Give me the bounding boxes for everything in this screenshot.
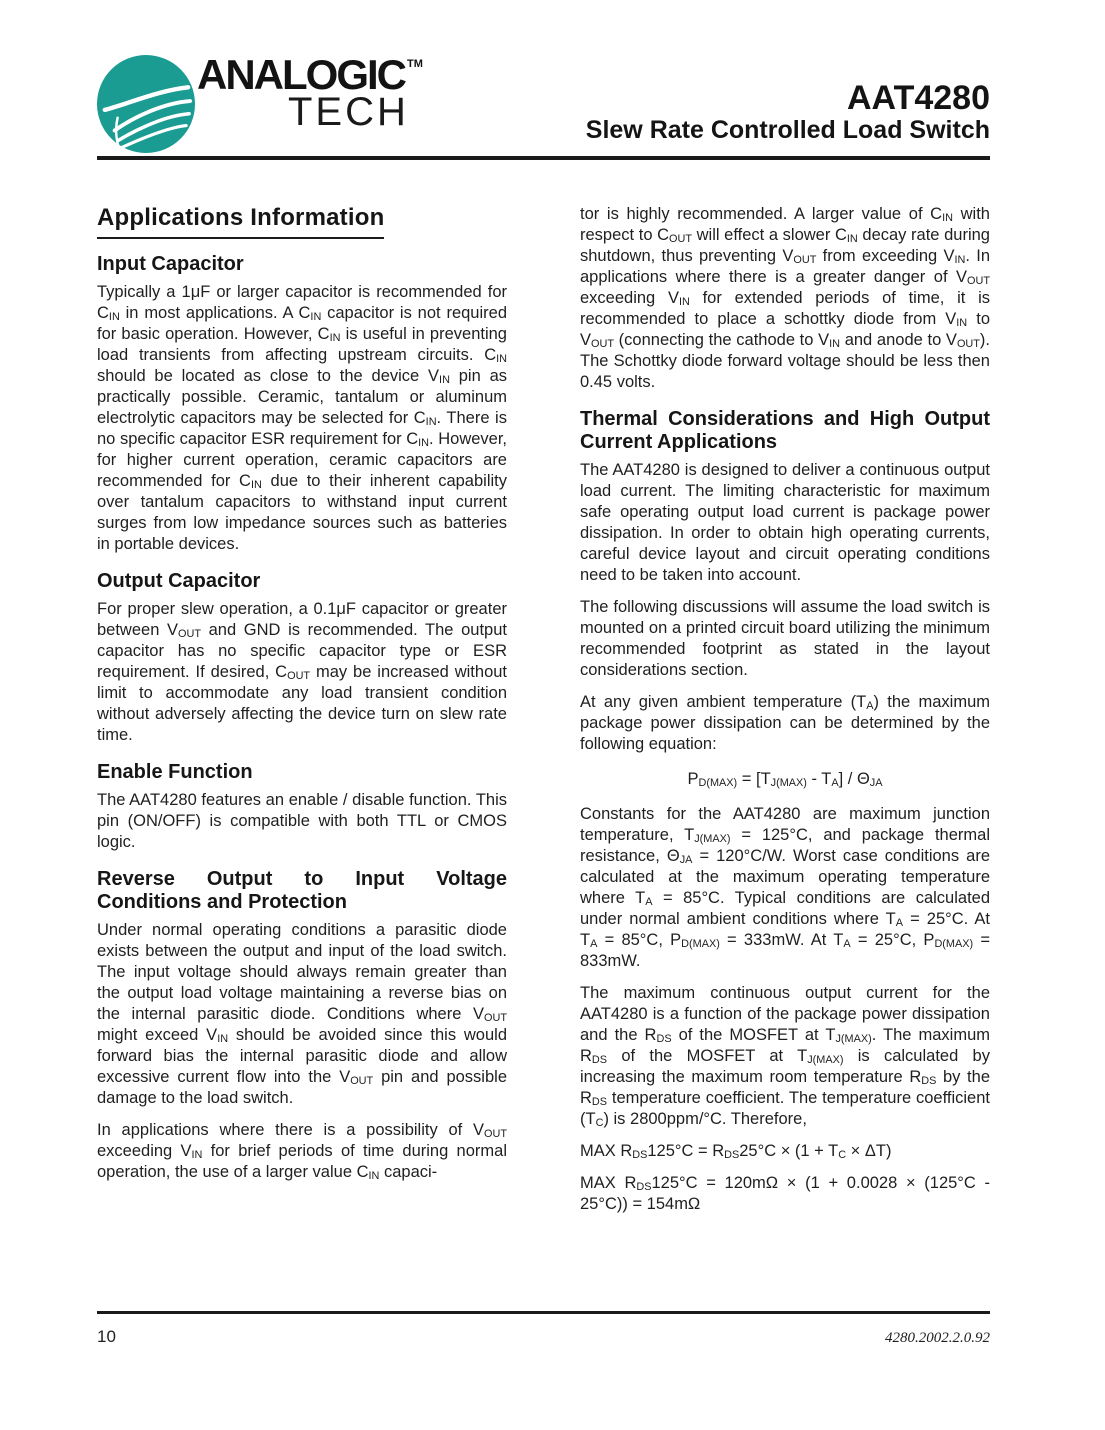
- paragraph: Constants for the AAT4280 are maximum junction temperature, $T_{J(MAX)} = 125^\circ C$, and package thermal resistance, $\Theta_{JA} = 120^\circ C/W$. Worst case conditions are calculated at the maximum operating temperature where $T_A = 85^\circ C$. Typical conditions are calculated under normal ambient conditions where $T_A = 25^\circ C$. At $T_A = 85^\circ C$, $P_{D(MAX)} = 333mW$. At $T_A = 25^\circ C$, $P_{D(MAX)} = 833mW$.: [580, 805, 991, 970]
- brand-logo: [97, 51, 423, 153]
- paragraph: Typically a 1μF or larger capacitor is recommended for $C_{IN}$ in most applications. A $C_{IN}$ capacitor is not required for basic operation. However, $C_{IN}$ is useful in preventing load transients from affecting upstream circuits. $C_{IN}$ should be located as close to the device $V_{IN}$ pin as practically possible. Ceramic, tantalum or aluminum electrolytic capacitors may be selected for $C_{IN}$. There is no specific capacitor ESR requirement for $C_{IN}$. However, for higher current operation, ceramic capacitors are recommended for $C_{IN}$ due to their inherent capability over tantalum capacitors to withstand input current surges from low impedance sources such as batteries in portable devices.: [97, 283, 508, 553]
- document-code: 4280.2002.2.0.92: [885, 1330, 990, 1346]
- paragraph: The AAT4280 is designed to deliver a continuous output load current. The limiting characteristic for maximum safe operating output load current is package power dissipation. In order to obtain high operating currents, careful device layout and circuit operating conditions need to be taken into account.: [580, 461, 990, 584]
- brand-name-line2: TECH: [288, 89, 409, 134]
- section-heading: Reverse Output to Input Voltage Conditions and Protection: [97, 868, 507, 913]
- brand-name-line1: [197, 51, 423, 98]
- page-header: [97, 0, 990, 153]
- paragraph: In applications where there is a possibility of $V_{OUT}$ exceeding $V_{IN}$ for brief periods of time during normal operation, the use of a larger value $C_{IN}$ capaci-: [97, 1121, 507, 1182]
- page-footer: [97, 1311, 990, 1347]
- brand-wordmark: [197, 51, 423, 134]
- paragraph: tor is highly recommended. A larger value of $C_{IN}$ with respect to $C_{OUT}$ will effect a slower $C_{IN}$ decay rate during shutdown, thus preventing $V_{OUT}$ from exceeding $V_{IN}$. In applications where there is a greater danger of $V_{OUT}$ exceeding $V_{IN}$ for extended periods of time, it is recommended to place a schottky diode from $V_{IN}$ to $V_{OUT}$ (connecting the cathode to $V_{IN}$ and anode to $V_{OUT}$). The Schottky diode forward voltage should be less then 0.45 volts.: [580, 205, 991, 391]
- footer-row: [97, 1327, 990, 1347]
- paragraph: MAX $R_{DS}125^\circ C = R_{DS}25^\circ C \times (1 + T_C \times \Delta T)$: [580, 1142, 892, 1161]
- content-area: [97, 204, 990, 1226]
- paragraph: The maximum continuous output current for the AAT4280 is a function of the package power dissipation and the $R_{DS}$ of the MOSFET at $T_{J(MAX)}$. The maximum $R_{DS}$ of the MOSFET at $T_{J(MAX)}$ is calculated by increasing the maximum room temperature $R_{DS}$ by the $R_{DS}$ temperature coefficient. The temperature coefficient $(T_C)$ is 2800ppm/°C. Therefore,: [580, 984, 990, 1129]
- paragraph: At any given ambient temperature $(T_A)$ the maximum package power dissipation can be determined by the following equation:: [580, 693, 990, 753]
- section-title: Applications Information: [97, 204, 384, 239]
- trademark-symbol: TM: [407, 58, 423, 70]
- paragraph: The following discussions will assume the load switch is mounted on a printed circuit board utilizing the minimum recommended footprint as stated in the layout considerations section.: [580, 598, 990, 679]
- page-number: 10: [97, 1327, 116, 1346]
- paragraph: The AAT4280 features an enable / disable function. This pin (ON/OFF) is compatible with both TTL or CMOS logic.: [97, 791, 507, 851]
- leaf-in-circle-icon: [97, 55, 195, 153]
- section-heading: Thermal Considerations and High Output Current Applications: [580, 408, 990, 453]
- part-number: AAT4280: [847, 78, 990, 117]
- equation: $P_{D(MAX)} = [T_{J(MAX)} - T_A] / \Theta_{JA}$: [687, 770, 883, 789]
- footer-rule: [97, 1311, 990, 1314]
- paragraph: MAX $R_{DS}125^\circ C = 120m\Omega \times (1 + 0.0028 \times (125^\circ C - 25^\circ C)) = 154m\Omega$: [580, 1174, 990, 1213]
- section-heading: Output Capacitor: [97, 570, 261, 592]
- left-column: [97, 204, 507, 1226]
- brand-name-text: ANALOGIC: [197, 51, 405, 98]
- header-rule: [97, 156, 990, 160]
- paragraph: Under normal operating conditions a parasitic diode exists between the output and input of the load switch. The input voltage should always remain greater than the output load voltage maintaining a reverse bias on the internal parasitic diode. Conditions where $V_{OUT}$ might exceed $V_{IN}$ should be avoided since this would forward bias the internal parasitic diode and allow excessive current flow into the $V_{OUT}$ pin and possible damage to the load switch.: [97, 921, 507, 1107]
- right-column: [580, 204, 990, 1226]
- paragraph: For proper slew operation, a 0.1μF capacitor or greater between $V_{OUT}$ and GND is recommended. The output capacitor has no specific capacitor type or ESR requirement. If desired, $C_{OUT}$ may be increased without limit to accommodate any load transient condition without adversely affecting the device turn on slew rate time.: [97, 600, 508, 744]
- document-title: Slew Rate Controlled Load Switch: [585, 116, 990, 145]
- document-titles: [585, 78, 990, 153]
- section-heading: Enable Function: [97, 761, 253, 783]
- section-heading: Input Capacitor: [97, 253, 244, 275]
